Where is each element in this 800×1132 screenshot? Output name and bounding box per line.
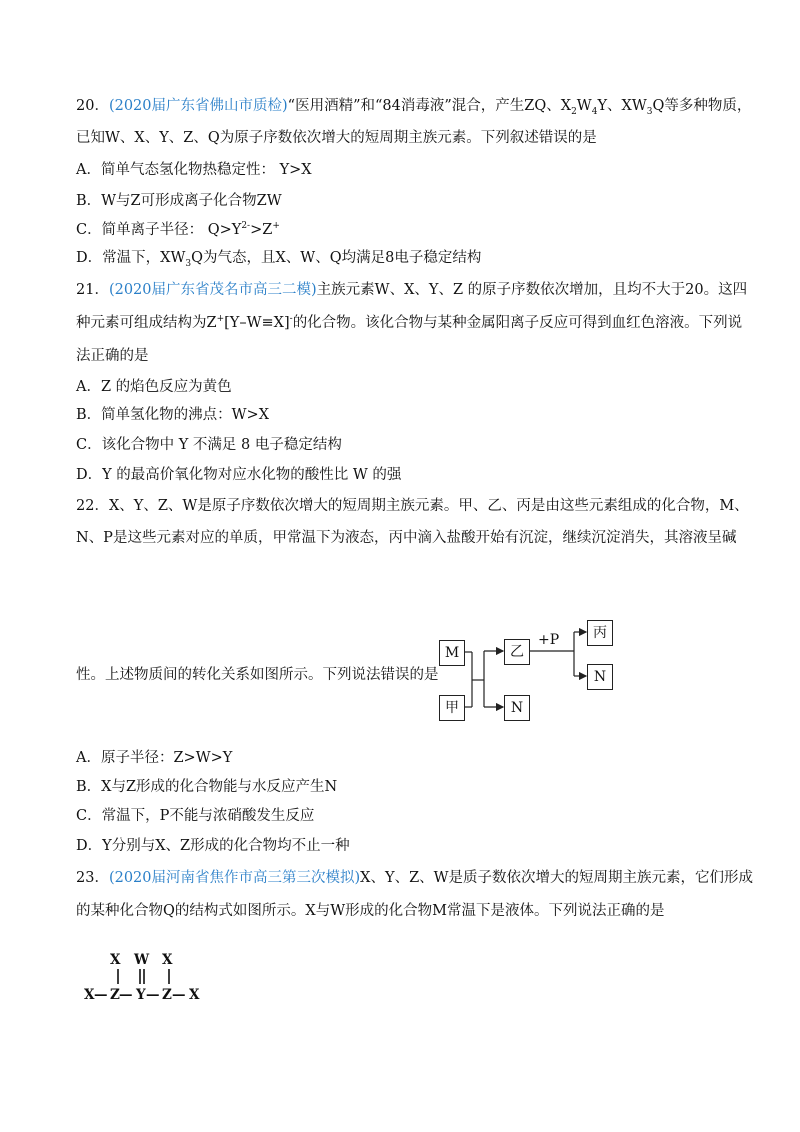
bond-2: —: [119, 987, 133, 1003]
q20-option-b: B．W与Z可形成离子化合物ZW: [76, 193, 282, 209]
box-jia: 甲: [439, 695, 465, 721]
q20-option-c: C．简单离子半径： $Q>Y^{2-}>Z^+$: [76, 221, 280, 238]
q22-line-2: N、P是这些元素对应的单质，甲常温下为液态，丙中滴入盐酸开始有沉淀，继续沉淀消失，其溶液呈碱: [76, 530, 737, 546]
q20-number: 20．: [76, 98, 109, 114]
q20-source[interactable]: (2020届广东省佛山市质检): [108, 98, 288, 114]
q22-option-b: B．X与Z形成的化合物能与水反应产生N: [76, 779, 338, 795]
q21-option-c: C．该化合物中 Y 不满足 8 电子稳定结构: [76, 437, 342, 453]
box-m: M: [439, 640, 465, 666]
q20-line-2: 已知W、X、Y、Z、Q为原子序数依次增大的短周期主族元素。下列叙述错误的是: [76, 130, 597, 146]
q21-line-3: 法正确的是: [76, 348, 149, 364]
atom-z-2: Z: [162, 987, 172, 1003]
q20-line-1: 20．(2020届广东省佛山市质检)“医用酒精”和“84消毒液”混合，产生ZQ、$X_2W_4Y$、$XW_3Q$等多种物质，: [76, 98, 752, 117]
bond-1: —: [94, 987, 108, 1003]
q23-source[interactable]: (2020届河南省焦作市高三第三次模拟): [108, 870, 361, 886]
q23-line-1: 23．(2020届河南省焦作市高三第三次模拟)X、Y、Z、W是质子数依次增大的短周期主族元素，它们形成: [76, 870, 754, 886]
q23-line-2: 的某种化合物Q的结构式如图所示。X与W形成的化合物M常温下是液体。下列说法正确的是: [76, 903, 665, 919]
plus-p-label: +P: [538, 632, 560, 648]
q21-option-b: B．简单氢化物的沸点：W>X: [76, 407, 270, 423]
atom-w-top: W: [134, 952, 150, 968]
box-bing: 丙: [587, 620, 613, 646]
q22-line-3: 性。上述物质间的转化关系如图所示。下列说法错误的是: [76, 667, 439, 683]
box-yi: 乙: [504, 639, 530, 665]
atom-z-1: Z: [110, 987, 120, 1003]
q20-option-a: A．简单气态氢化物热稳定性： Y>X: [76, 162, 312, 178]
q21-number: 21．: [76, 282, 109, 298]
q21-line-1: 21．(2020届广东省茂名市高三二模)主族元素W、X、Y、Z 的原子序数依次增加，且均不大于20。这四: [76, 282, 748, 298]
q20-option-d: D．常温下，$XW_3Q$为气态，且X、W、Q均满足8电子稳定结构: [76, 250, 482, 269]
atom-x-left: X: [84, 987, 95, 1003]
atom-y: Y: [136, 987, 146, 1003]
bond-4: —: [172, 987, 186, 1003]
box-n1: N: [504, 695, 530, 721]
atom-x-right: X: [189, 987, 200, 1003]
q21-option-a: A．Z 的焰色反应为黄色: [76, 379, 232, 395]
q22-line-1: 22．X、Y、Z、W是原子序数依次增大的短周期主族元素。甲、乙、丙是由这些元素组成的化合物，M、: [76, 498, 749, 514]
q22-option-a: A．原子半径：Z>W>Y: [76, 750, 233, 766]
q22-option-c: C．常温下，P不能与浓硝酸发生反应: [76, 808, 315, 824]
box-n2: N: [587, 664, 613, 690]
q21-source[interactable]: (2020届广东省茂名市高三二模): [108, 282, 317, 298]
atom-x-top-right: X: [162, 952, 173, 968]
q21-option-d: D．Y 的最高价氧化物对应水化物的酸性比 W 的强: [76, 467, 402, 483]
q22-option-d: D．Y分别与X、Z形成的化合物均不止一种: [76, 838, 350, 854]
q21-line-2: 种元素可组成结构为Z+[Y–W≡X]-的化合物。该化合物与某种金属阳离子反应可得到血红色溶液。下列说: [76, 314, 743, 331]
bond-3: —: [146, 987, 160, 1003]
q23-number: 23．: [76, 870, 109, 886]
atom-x-top-left: X: [110, 952, 121, 968]
